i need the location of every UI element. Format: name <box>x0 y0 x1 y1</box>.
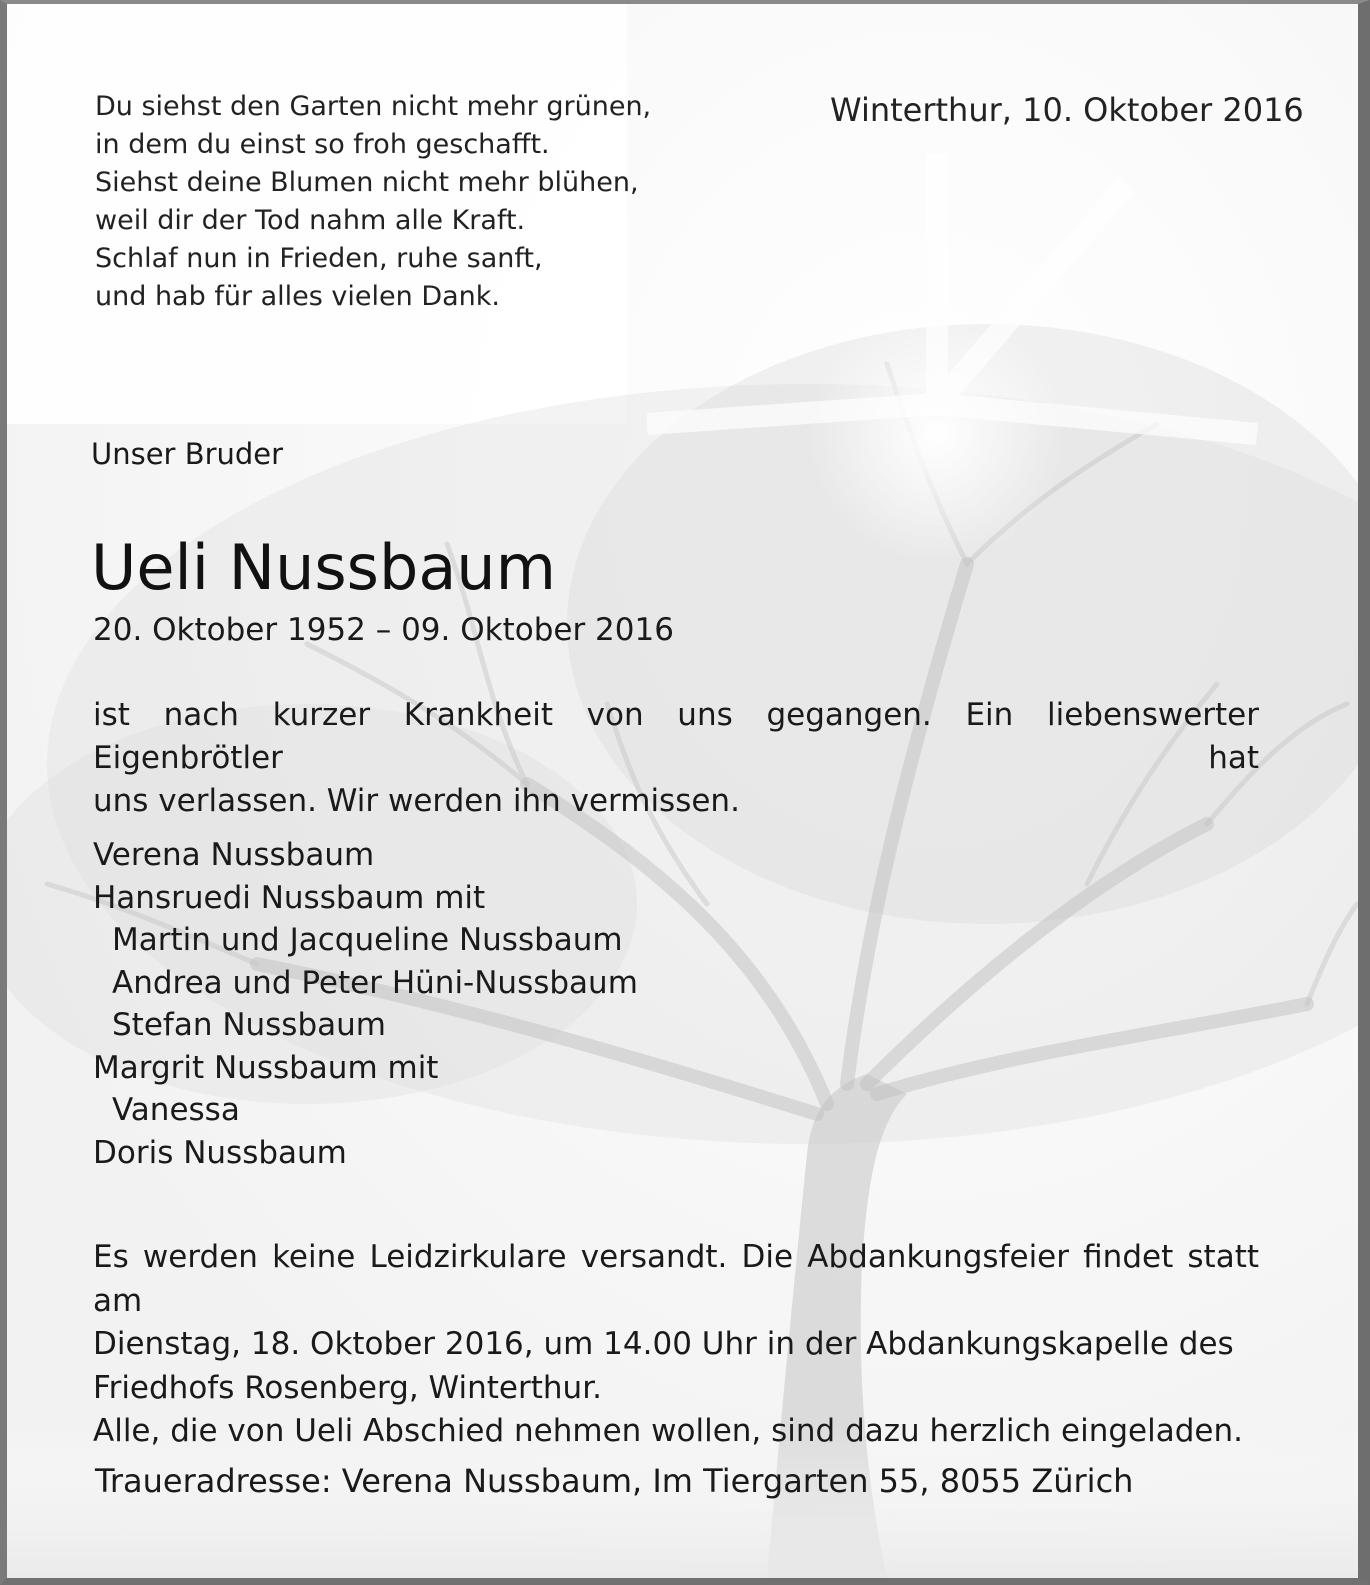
mourner-entry: Doris Nussbaum <box>93 1134 347 1171</box>
poem-line: Schlaf nun in Frieden, ruhe sanft, <box>95 243 543 274</box>
poem-line: Siehst deine Blumen nicht mehr blühen, <box>95 167 639 198</box>
ceremony-line: Friedhofs Rosenberg, Winterthur. <box>93 1369 602 1406</box>
ceremony-line: Alle, die von Ueli Abschied nehmen wollen, sind dazu herzlich eingeladen. <box>93 1413 1243 1449</box>
poem-line: und hab für alles vielen Dank. <box>95 281 500 312</box>
mourning-address: Traueradresse: Verena Nussbaum, Im Tiergarten 55, 8055 Zürich <box>95 1462 1134 1500</box>
mourner-entry: Stefan Nussbaum <box>112 1007 386 1043</box>
mourner-entry: Margrit Nussbaum mit <box>93 1049 439 1086</box>
poem-line: weil dir der Tod nahm alle Kraft. <box>95 205 526 236</box>
mourner-entry: Martin und Jacqueline Nussbaum <box>112 922 623 958</box>
ceremony-info <box>93 1236 1259 1454</box>
mourners-list <box>93 834 638 1174</box>
intro-text: Unser Bruder <box>91 437 284 471</box>
ceremony-line: Dienstag, 18. Oktober 2016, um 14.00 Uhr in der Abdankungskapelle des <box>93 1326 1234 1362</box>
ceremony-line: Es werden keine Leidzirkulare versandt. Die Abdankungsfeier findet statt am <box>93 1239 1259 1319</box>
message-line: uns verlassen. Wir werden ihn vermissen. <box>93 783 740 819</box>
mourner-entry: Verena Nussbaum <box>93 837 375 873</box>
place-date: Winterthur, 10. Oktober 2016 <box>830 91 1304 129</box>
message-line: ist nach kurzer Krankheit von uns gegangen. Ein liebenswerter Eigenbrötler hat <box>93 697 1259 776</box>
deceased-name: Ueli Nussbaum <box>91 531 556 604</box>
life-dates: 20. Oktober 1952 – 09. Oktober 2016 <box>93 612 674 648</box>
mourner-entry: Vanessa <box>112 1092 240 1128</box>
poem <box>95 88 651 316</box>
poem-line: in dem du einst so froh geschafft. <box>95 129 550 160</box>
mourner-entry: Andrea und Peter Hüni-Nussbaum <box>112 964 638 1001</box>
mourner-entry: Hansruedi Nussbaum mit <box>93 879 486 916</box>
poem-line: Du siehst den Garten nicht mehr grünen, <box>95 91 652 122</box>
announcement-message <box>93 694 1259 823</box>
